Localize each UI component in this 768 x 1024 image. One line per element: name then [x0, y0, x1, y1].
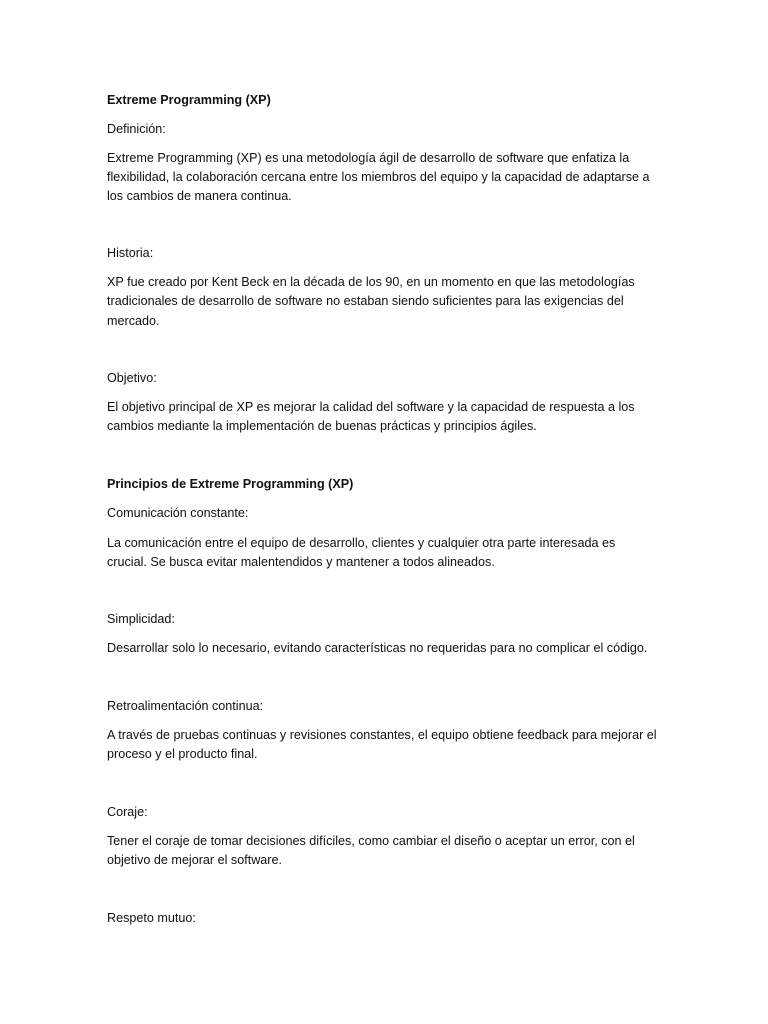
definicion-line-2: flexibilidad, la colaboración cercana entre los miembros del equipo y la capacidad de adaptarse a: [107, 170, 650, 184]
coraje-line-2: objetivo de mejorar el software.: [107, 853, 282, 867]
principios-title: Principios de Extreme Programming (XP): [107, 477, 354, 491]
definicion-line-3: los cambios de manera continua.: [107, 189, 292, 203]
definicion-line-1: Extreme Programming (XP) es una metodología ágil de desarrollo de software que enfatiza la: [107, 151, 630, 165]
historia-line-2: tradicionales de desarrollo de software no estaban siendo suficientes para las exigencias del: [107, 294, 624, 308]
comunicacion-line-1: La comunicación entre el equipo de desarrollo, clientes y cualquier otra parte interesada es: [107, 536, 616, 550]
objetivo-heading: Objetivo:: [107, 371, 157, 385]
coraje-heading: Coraje:: [107, 805, 148, 819]
comunicacion-heading: Comunicación constante:: [107, 506, 249, 520]
historia-heading: Historia:: [107, 246, 154, 260]
respeto-heading: Respeto mutuo:: [107, 911, 196, 925]
document-title: Extreme Programming (XP): [107, 93, 271, 107]
objetivo-line-1: El objetivo principal de XP es mejorar la calidad del software y la capacidad de respuesta a los: [107, 400, 635, 414]
comunicacion-line-2: crucial. Se busca evitar malentendidos y mantener a todos alineados.: [107, 555, 495, 569]
definicion-heading: Definición:: [107, 122, 166, 136]
retroalimentacion-line-2: proceso y el producto final.: [107, 747, 258, 761]
objetivo-line-2: cambios mediante la implementación de buenas prácticas y principios ágiles.: [107, 419, 537, 433]
simplicidad-line-1: Desarrollar solo lo necesario, evitando características no requeridas para no complicar el código.: [107, 641, 648, 655]
retroalimentacion-heading: Retroalimentación continua:: [107, 699, 264, 713]
coraje-line-1: Tener el coraje de tomar decisiones difíciles, como cambiar el diseño o aceptar un error, con el: [107, 834, 635, 848]
historia-line-1: XP fue creado por Kent Beck en la década de los 90, en un momento en que las metodologías: [107, 275, 635, 289]
simplicidad-heading: Simplicidad:: [107, 612, 175, 626]
retroalimentacion-line-1: A través de pruebas continuas y revisiones constantes, el equipo obtiene feedback para mejorar el: [107, 728, 657, 742]
historia-line-3: mercado.: [107, 314, 160, 328]
